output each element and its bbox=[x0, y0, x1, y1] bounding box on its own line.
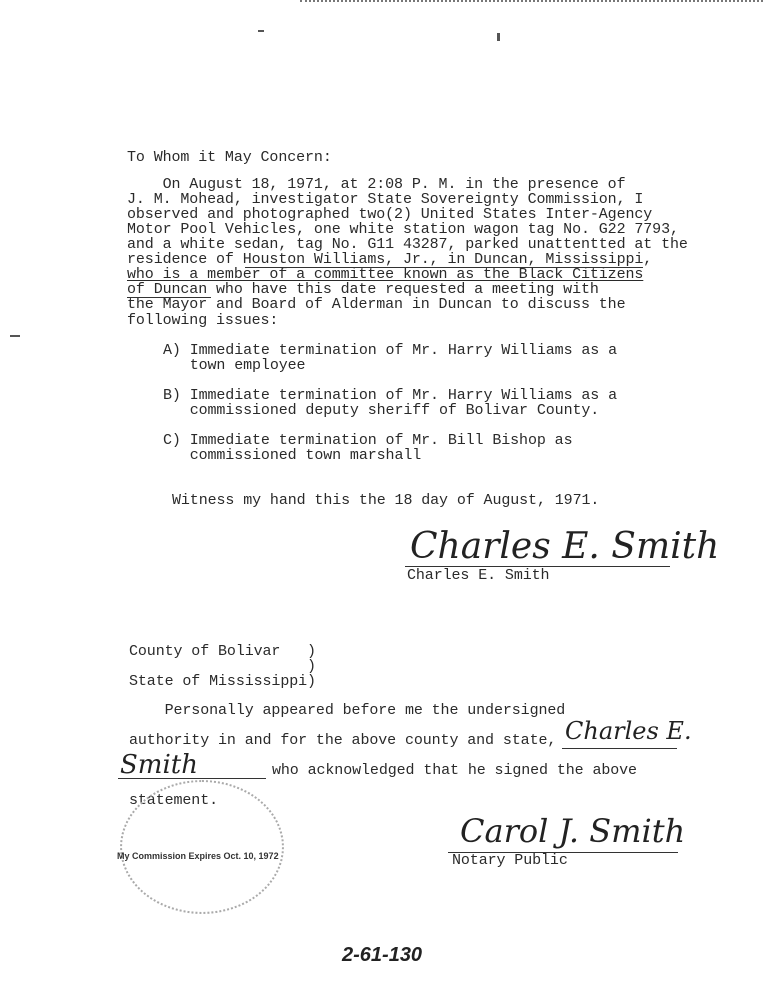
notary-seal bbox=[120, 780, 284, 914]
venue-county: County of Bolivar ) bbox=[129, 643, 316, 660]
notary-text-line: Personally appeared before me the undersigned bbox=[129, 702, 566, 719]
notary-text-line: statement. bbox=[129, 792, 219, 809]
paragraph-line: who is a member of a committee known as the Black Citizens bbox=[127, 266, 644, 283]
speck bbox=[258, 30, 264, 32]
paragraph-line: following issues: bbox=[127, 312, 279, 329]
page-edge-dots bbox=[300, 0, 763, 2]
paragraph-line: observed and photographed two(2) United States Inter-Agency bbox=[127, 206, 653, 223]
notary-text-line: authority in and for the above county and state, bbox=[129, 732, 557, 749]
notary-signature: Carol J. Smith bbox=[460, 812, 686, 850]
notary-text-line: who acknowledged that he signed the above bbox=[272, 762, 637, 779]
issue-item: commissioned town marshall bbox=[163, 447, 422, 464]
paragraph-line: of Duncan who have this date requested a meeting with bbox=[127, 281, 599, 298]
paragraph-line: J. M. Mohead, investigator State Sovereignty Commission, I bbox=[127, 191, 644, 208]
signer-name: Charles E. Smith bbox=[407, 567, 550, 584]
notary-title: Notary Public bbox=[452, 852, 568, 869]
issue-item: B) Immediate termination of Mr. Harry Williams as a bbox=[163, 387, 617, 404]
issue-item: town employee bbox=[163, 357, 306, 374]
handwritten-name: Smith bbox=[120, 750, 198, 780]
issue-item: A) Immediate termination of Mr. Harry Williams as a bbox=[163, 342, 617, 359]
speck bbox=[10, 335, 20, 337]
paragraph-line: the Mayor and Board of Alderman in Duncan to discuss the bbox=[127, 296, 626, 313]
underline bbox=[245, 267, 643, 268]
paragraph-line: residence of Houston Williams, Jr., in Duncan, Mississippi, bbox=[127, 251, 653, 268]
salutation: To Whom it May Concern: bbox=[127, 149, 332, 166]
issue-item: C) Immediate termination of Mr. Bill Bishop as bbox=[163, 432, 573, 449]
document-number: 2-61-130 bbox=[342, 944, 423, 966]
venue-state: State of Mississippi) bbox=[129, 673, 316, 690]
handwritten-signature: Charles E. Smith bbox=[410, 526, 720, 567]
seal-commission-text: My Commission Expires Oct. 10, 1972 bbox=[117, 851, 279, 861]
blank-line bbox=[562, 748, 677, 749]
speck bbox=[497, 33, 500, 41]
handwritten-name: Charles E. bbox=[565, 717, 692, 745]
witness-line: Witness my hand this the 18 day of August, 1971. bbox=[172, 492, 600, 509]
paragraph-line: Motor Pool Vehicles, one white station wagon tag No. G22 7793, bbox=[127, 221, 679, 238]
paragraph-line: On August 18, 1971, at 2:08 P. M. in the presence of bbox=[127, 176, 626, 193]
issue-item: commissioned deputy sheriff of Bolivar County. bbox=[163, 402, 600, 419]
blank-line bbox=[118, 778, 266, 779]
paragraph-line: and a white sedan, tag No. G11 43287, parked unattentted at the bbox=[127, 236, 688, 253]
venue-bracket: ) bbox=[129, 658, 316, 675]
underline bbox=[127, 297, 211, 298]
